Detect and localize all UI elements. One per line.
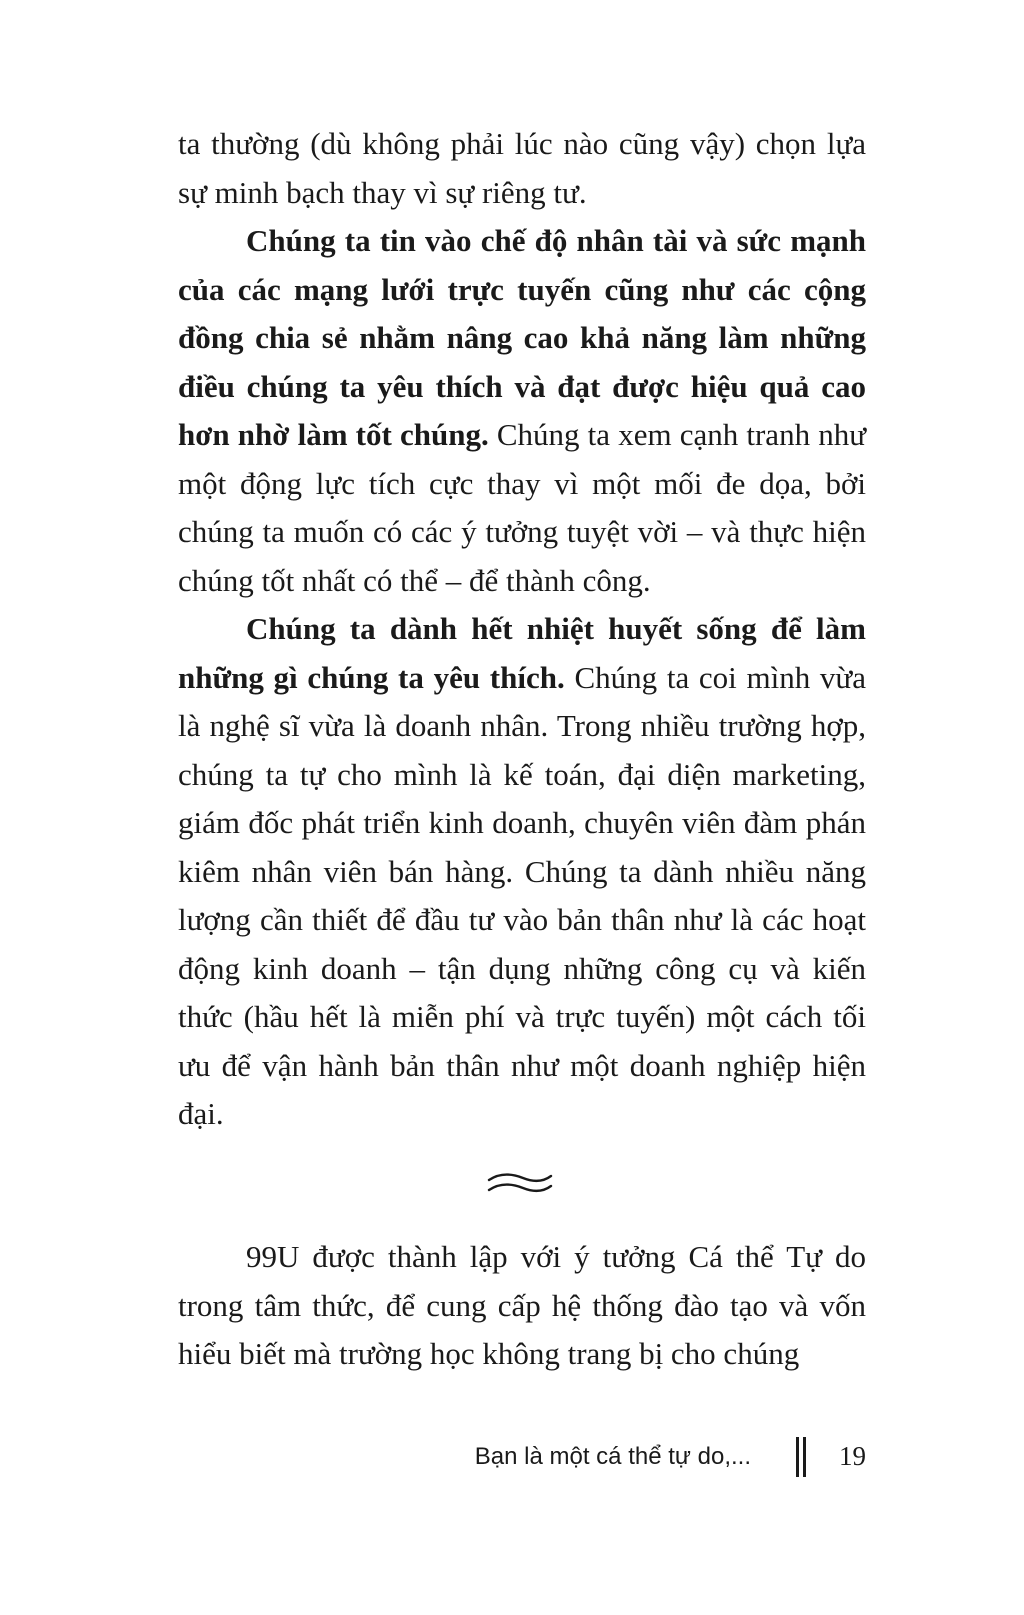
- page-number: 19: [839, 1441, 866, 1471]
- paragraph-lead-bold: Chúng ta dành hết nhiệt huyết sống để làm những gì chúng ta yêu thích.: [178, 611, 866, 695]
- paragraph-text: Chúng ta coi mình vừa là nghệ sĩ vừa là doanh nhân. Trong nhiều trường hợp, chúng ta tự cho mình là kế toán, đại diện marketing, giám đốc phát triển kinh doanh, chuyên viên đàm phán kiêm nhân viên bán hàng. Chúng ta dành nhiều năng lượng cần thiết để đầu tư vào bản thân như là các hoạt động kinh doanh – tận dụng những công cụ và kiến thức (hầu hết là miễn phí và trực tuyến) một cách tối ưu để vận hành bản thân như một doanh nghiệp hiện đại.: [178, 659, 866, 1131]
- footer-divider: [796, 1437, 806, 1477]
- paragraph-99u: [178, 1233, 866, 1379]
- paragraph-text: ta thường (dù không phải lúc nào cũng vậy) chọn lựa sự minh bạch thay vì sự riêng tư.: [178, 126, 866, 210]
- running-title: Bạn là một cá thể tự do,...: [474, 1443, 751, 1470]
- page-footer: [178, 1437, 866, 1481]
- paragraph-text: 99U được thành lập với ý tưởng Cá thể Tự do trong tâm thức, để cung cấp hệ thống đào tạo và vốn hiểu biết mà trường học không trang bị cho chúng: [178, 1239, 866, 1371]
- paragraph-lead-bold: Chúng ta tin vào chế độ nhân tài và sức mạnh của các mạng lưới trực tuyến cũng như các cộng đồng chia sẻ nhằm nâng cao khả năng làm những điều chúng ta yêu thích và đạt được hiệu quả cao hơn nhờ làm tốt chúng.: [178, 223, 866, 452]
- paragraph-text: Chúng ta xem cạnh tranh như một động lực tích cực thay vì một mối đe dọa, bởi chúng ta muốn có các ý tưởng tuyệt vời – và thực hiện chúng tốt nhất có thể – để thành công.: [178, 417, 867, 598]
- body-text-top: [178, 120, 866, 1139]
- body-text-bottom: [178, 1233, 866, 1379]
- paragraph-passion: [178, 605, 866, 1139]
- paragraph-continuation: [178, 120, 866, 217]
- paragraph-meritocracy: [178, 217, 866, 605]
- double-wave-ornament-icon: [487, 1168, 553, 1198]
